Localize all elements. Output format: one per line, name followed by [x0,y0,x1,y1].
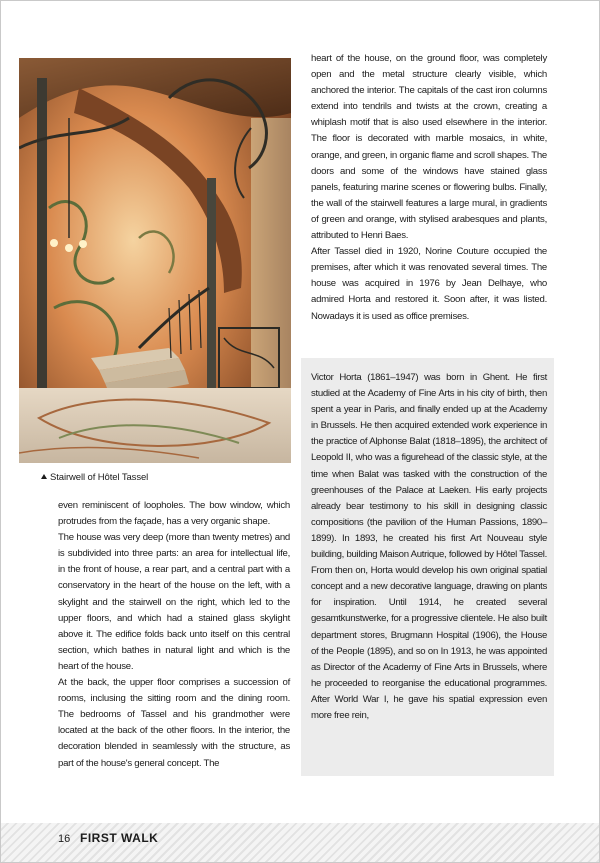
left-column-text [58,498,290,772]
page-number: 16 [58,833,71,845]
paragraph: even reminiscent of loopholes. The bow window, which protrudes from the façade, has a very organic shape. [58,500,290,528]
paragraph: At the back, the upper floor comprises a succession of rooms, inclusing the sitting room and the dining room. The bedrooms of Tassel and his grandmother were located at the back of the other floors. In the interior, the decoration blended in seamlessly with the structure, as part of the house's general concept. The [58,677,290,769]
paragraph: The house was very deep (more than twenty metres) and is subdivided into three parts: an area for intellectual life, in the front of house, a rear part, and a central part with a conservatory in the heart of the house on the left, with a skylight and the stairwell on the right, which led to the upper floors, and which had a stained glass skylight above it. The edifice folds back unto itself on this central section, which bathes in natural light and which is the heart of the house. [58,532,290,672]
sidebar-text [311,370,547,724]
triangle-up-icon [41,474,47,479]
stairwell-photo [19,58,291,463]
caption-text: Stairwell of Hôtel Tassel [50,472,149,483]
sidebar-paragraph: Victor Horta (1861–1947) was born in Ghent. He first studied at the Academy of Fine Arts in his city of birth, then spent a year in Paris, and finally ended up at the Academy in Brussels. He then acquired extended work experience in the practice of Alphonse Balat (1818–1895), the architect of Leopold II, who was a figurehead of the classic style, at the time when Balat was tasked with the construction of the greenhouses of the Palace at Laeken. His early projects already bear testimony to his skill in designing classic compositions (the pavilion of the Human Passions, 1890–1899). In 1893, he created his first Art Nouveau style building, building Maison Autrique, followed by Hôtel Tassel. From then on, Horta would develop his own original spatial concept and a new decorative language, drawing on plants for inspiration. Until 1914, he created several gesamtkunstwerke, for a progressive clientele. He also built department stores, Brugmann Hospital (1906), the House of the People (1895), and so on In 1913, he was appointed as Director of the Academy of Fine Arts in Brussels, where he proceeded to reorganise the educational programmes. After World War I, he gave his spatial expression even more free rein, [311,372,547,721]
section-title: FIRST WALK [80,831,159,845]
paragraph: heart of the house, on the ground floor, was completely open and the metal structure clearly visible, which anchored the interior. The capitals of the cast iron columns extend into tendrils and twists at the crown, creating a whiplash motif that is also used elsewhere in the interior. The floor is decorated with marble mosaics, in white, orange, and green, in organic flame and scroll shapes. The doors and some of the windows have stained glass panels, featuring marine scenes or flowering bulbs. Finally, the wall of the stairwell features a large mural, in gradients of green and orange, with stylised arabesques and plants, attributed to Henri Baes. [311,53,547,242]
photo-caption [41,472,148,483]
right-column-text [311,51,547,325]
paragraph: After Tassel died in 1920, Norine Couture occupied the premises, after which it was renovated several times. The house was acquired in 1976 by Jean Delhaye, who admired Horta and restored it. Soon after, it was listed. Nowadays it is used as office premises. [311,246,547,322]
